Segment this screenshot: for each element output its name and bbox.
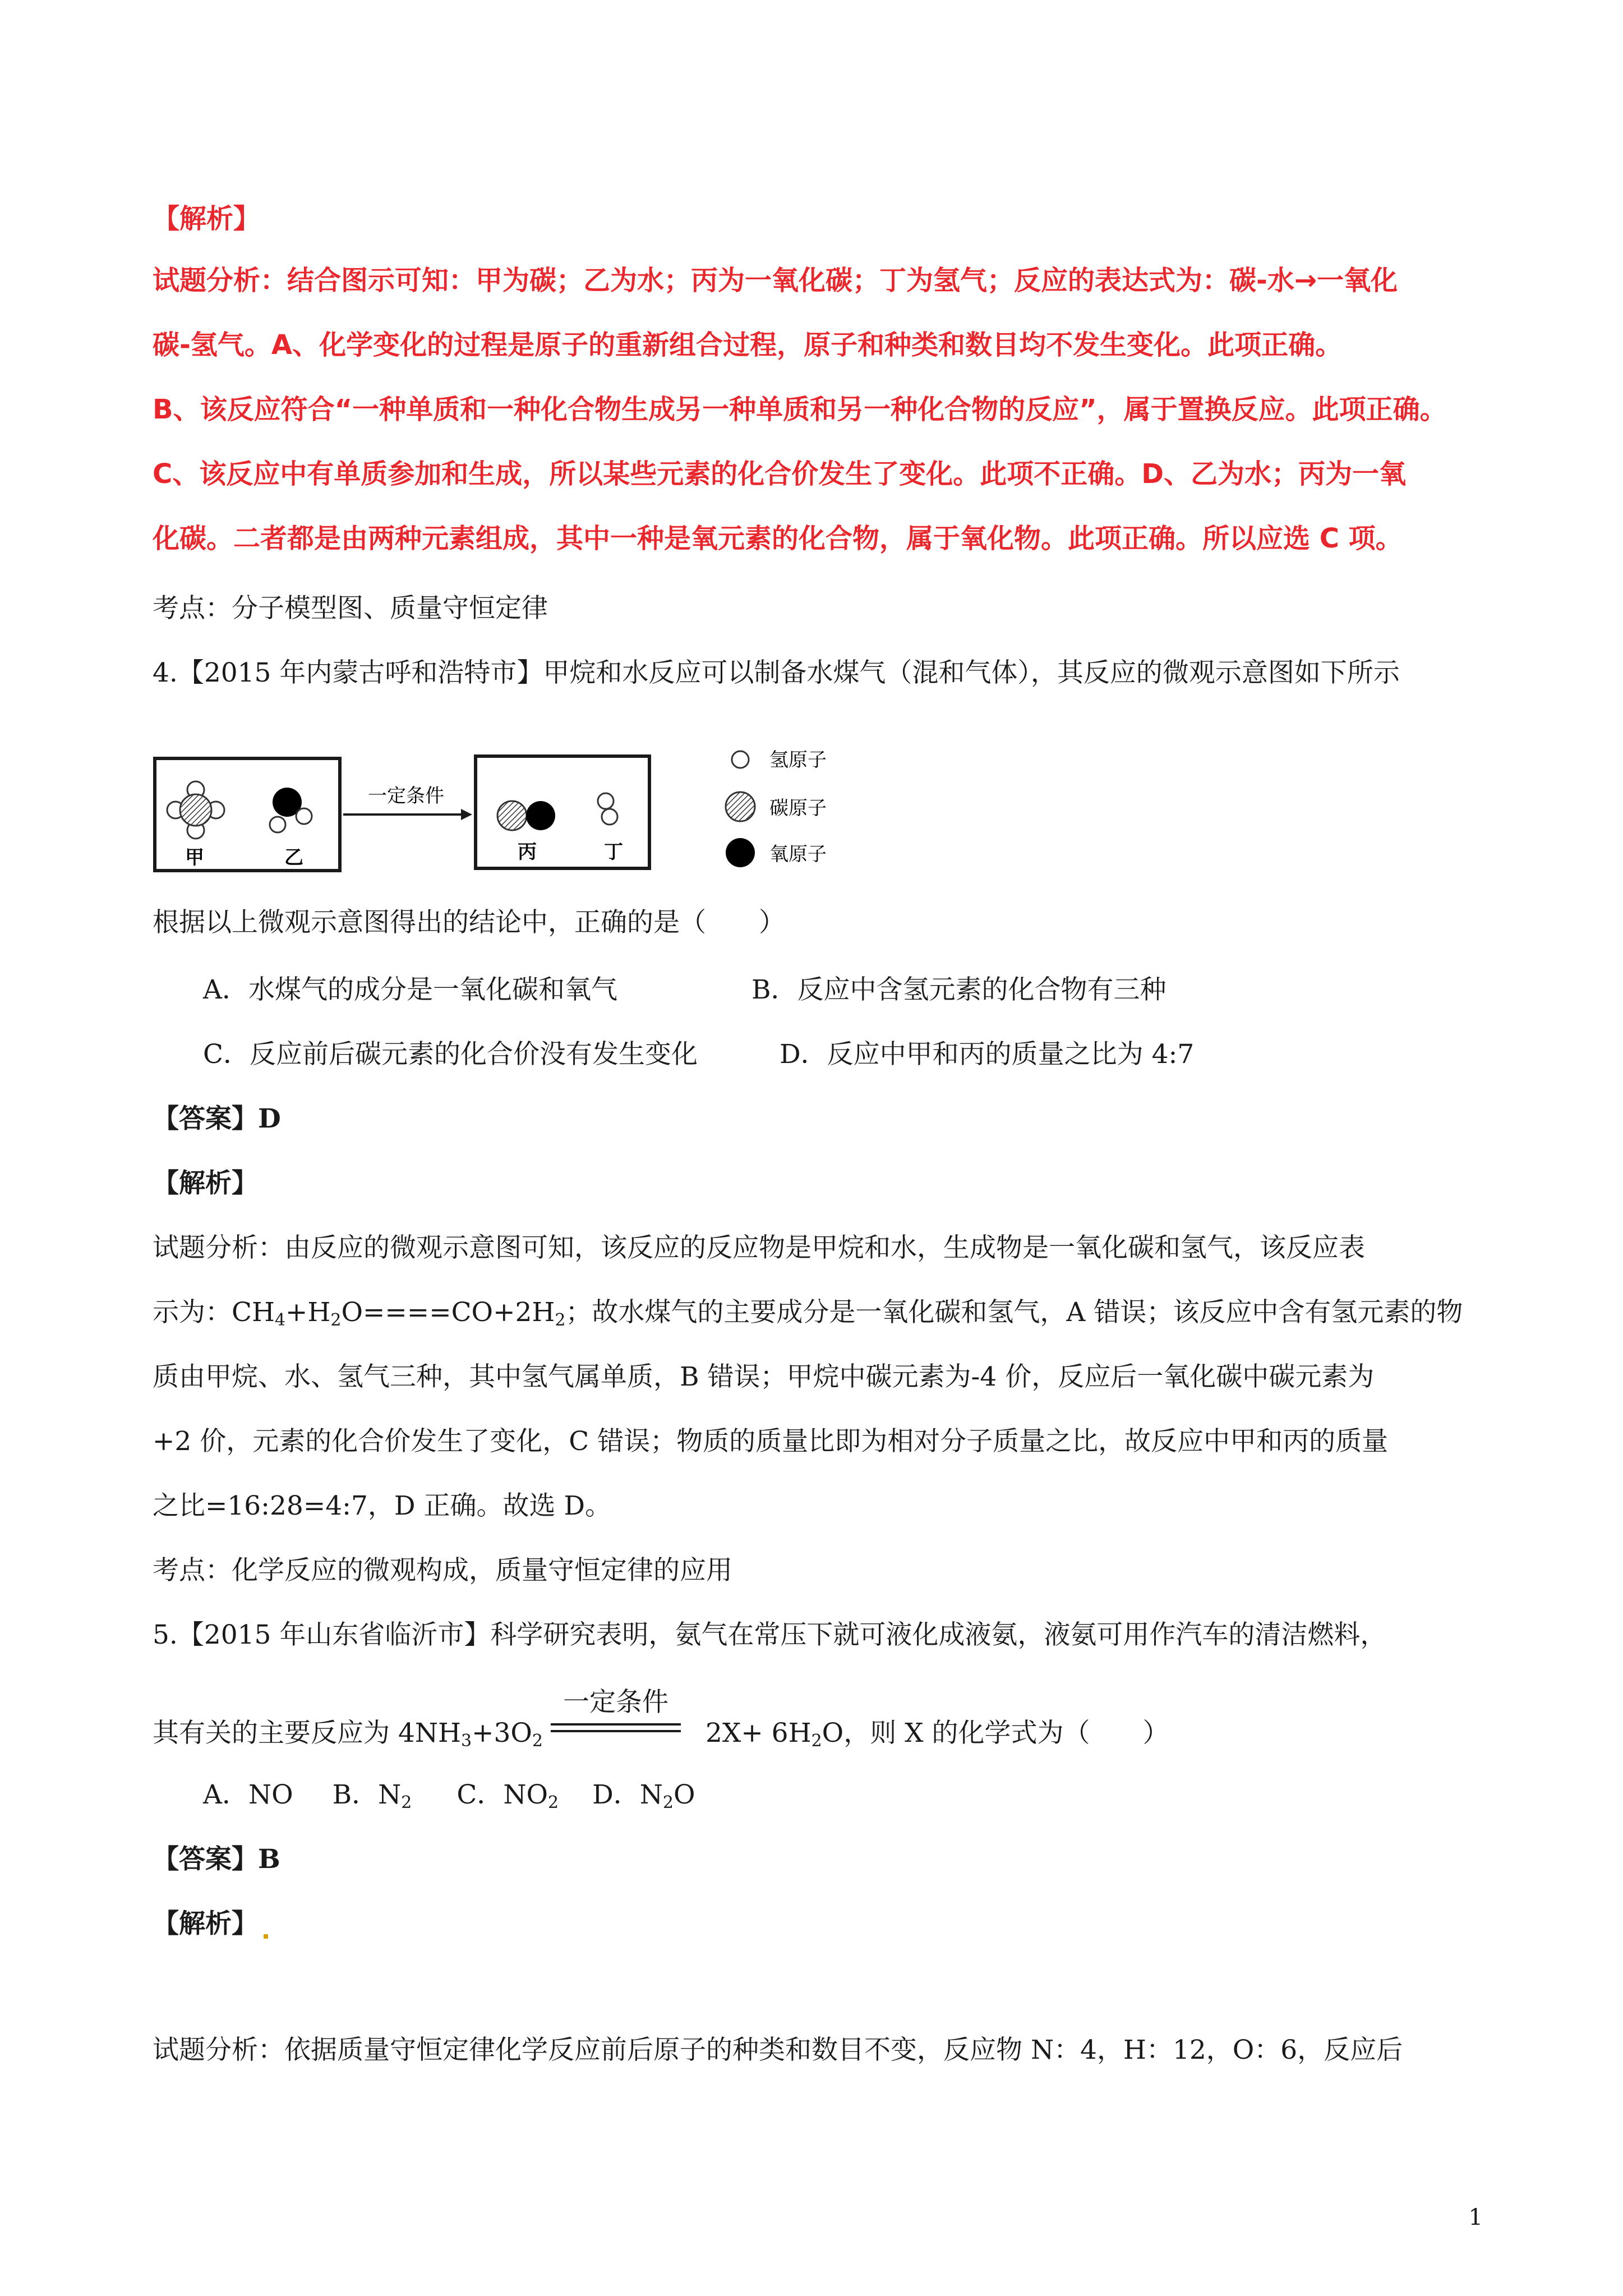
q5-analysis-heading: 【解析】 [153, 1908, 258, 1939]
q4-analysis-line-5: 之比=16:28=4:7，D 正确。故选 D。 [153, 1490, 612, 1521]
q4-answer: 【答案】D [153, 1103, 281, 1134]
q4-analysis-line-1: 试题分析：由反应的微观示意图可知，该反应的反应物是甲烷和水，生成物是一氧化碳和氢气，该反应表 [153, 1232, 1365, 1263]
red-analysis-line-4: C、该反应中有单质参加和生成，所以某些元素的化合价发生了变化。此项不正确。D、乙为水；丙为一氧 [153, 458, 1407, 490]
oxygen-atom-icon [526, 801, 555, 830]
kaodian-3: 考点：分子模型图、质量守恒定律 [153, 593, 548, 624]
hydrogen-atom-icon [296, 808, 312, 824]
analysis-heading: 【解析】 [153, 203, 261, 234]
q5-option-b: B．$N_2$ [332, 1779, 412, 1812]
q5-analysis-line-1: 试题分析：依据质量守恒定律化学反应前后原子的种类和数目不变，反应物 N：4，H：12，O：6，反应后 [153, 2035, 1403, 2065]
q4-option-b: B．反应中含氢元素的化合物有三种 [751, 974, 1166, 1005]
reaction-condition [548, 1688, 683, 1739]
red-analysis-line-2: 碳-氢气。A、化学变化的过程是原子的重新组合过程，原子和种类和数目均不发生变化。此项正确。 [153, 329, 1343, 361]
label-jia: 甲 [185, 846, 204, 869]
q5-answer: 【答案】B [153, 1844, 280, 1875]
stray-dot [264, 1934, 268, 1939]
page-number: 1 [1468, 2205, 1483, 2230]
legend-carbon-icon [726, 792, 755, 821]
reaction-diagram [153, 746, 882, 898]
q4-option-a: A．水煤气的成分是一氧化碳和氧气 [203, 974, 617, 1005]
q4-analysis-line-4: +2 价，元素的化合价发生了变化，C 错误；物质的质量比即为相对分子质量之比，故反应中甲和丙的质量 [153, 1426, 1389, 1457]
q4-analysis-heading: 【解析】 [153, 1168, 258, 1199]
q4-analysis-line-2: 示为：$CH_4+H_2O====CO+2H_2$；故水煤气的主要成分是一氧化碳和氢气，A 错误；该反应中含有氢元素的物 [153, 1297, 1463, 1330]
label-yi: 乙 [284, 846, 303, 869]
condition-label: 一定条件 [563, 1687, 668, 1718]
q5-option-d: D．$N_2O$ [592, 1779, 695, 1812]
q4-option-c: C．反应前后碳元素的化合价没有发生变化 [203, 1039, 698, 1070]
q5-options [203, 1778, 695, 1812]
hydrogen-atom-icon [598, 793, 614, 809]
kaodian-4: 考点：化学反应的微观构成，质量守恒定律的应用 [153, 1555, 732, 1586]
legend-hydrogen: 氢原子 [769, 749, 827, 771]
q5-equation-left: 其有关的主要反应为 $4NH_3+3O_2$ [153, 1718, 543, 1751]
q4-option-d: D．反应中甲和丙的质量之比为 4:7 [780, 1039, 1195, 1070]
red-analysis-line-5: 化碳。二者都是由两种元素组成，其中一种是氧元素的化合物，属于氧化物。此项正确。所以应选 C 项。 [153, 523, 1403, 554]
q5-option-a: A．NO [203, 1779, 293, 1810]
q4-question: 根据以上微观示意图得出的结论中，正确的是（ ） [153, 907, 785, 938]
hydrogen-atom-icon [602, 809, 617, 825]
carbon-atom-icon [497, 801, 527, 830]
carbon-atom-icon [180, 794, 211, 826]
q5-option-c: C．$NO_2$ [457, 1779, 559, 1812]
arrow-condition-label: 一定条件 [368, 785, 444, 807]
legend-carbon: 碳原子 [769, 797, 827, 820]
label-bing: 丙 [518, 841, 537, 863]
q4-analysis-line-3: 质由甲烷、水、氢气三种，其中氢气属单质，B 错误；甲烷中碳元素为-4 价，反应后一氧化碳中碳元素为 [153, 1361, 1375, 1392]
legend-oxygen: 氧原子 [769, 843, 827, 866]
legend-hydrogen-icon [732, 751, 749, 768]
q5-stem: 5.【2015 年山东省临沂市】科学研究表明，氨气在常压下就可液化成液氨，液氨可用作汽车的清洁燃料， [153, 1619, 1387, 1650]
q4-stem: 4.【2015 年内蒙古呼和浩特市】甲烷和水反应可以制备水煤气（混和气体），其反应的微观示意图如下所示 [153, 657, 1400, 688]
q5-equation-right: $2X+ 6H_2O$，则 X 的化学式为（ ） [706, 1718, 1169, 1751]
red-analysis-line-3: B、该反应符合“一种单质和一种化合物生成另一种单质和另一种化合物的反应”，属于置换反应。此项正确。 [153, 394, 1447, 425]
red-analysis-line-1: 试题分析：结合图示可知：甲为碳；乙为水；丙为一氧化碳；丁为氢气；反应的表达式为：碳-水→一氧化 [153, 265, 1398, 296]
label-ding: 丁 [604, 841, 623, 863]
hydrogen-atom-icon [270, 817, 285, 832]
legend-oxygen-icon [726, 838, 755, 867]
